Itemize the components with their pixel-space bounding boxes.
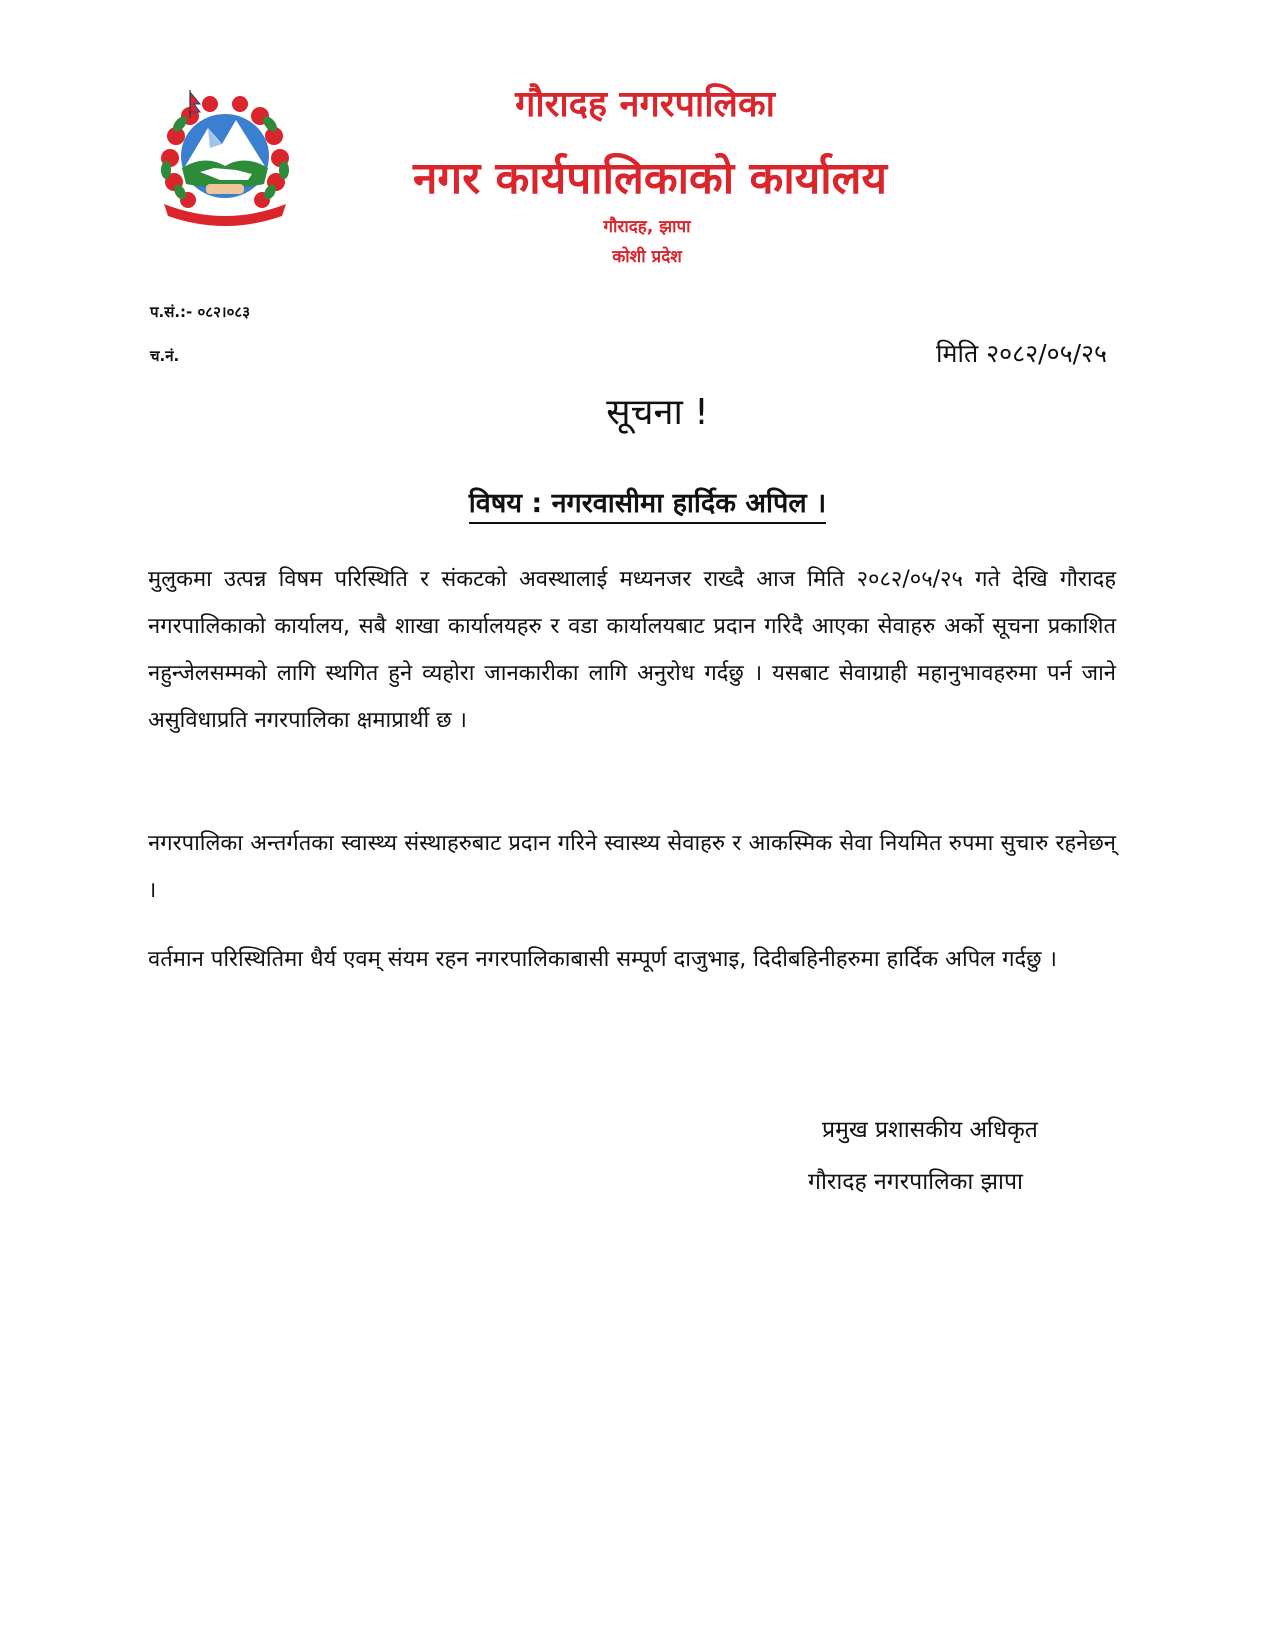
notice-subject-text: विषय : नगरवासीमा हार्दिक अपिल । <box>469 488 827 524</box>
notice-title: सूचना ! <box>606 392 709 433</box>
office-name: नगर कार्यपालिकाको कार्यालय <box>413 153 887 204</box>
province-name: कोशी प्रदेश <box>612 247 682 267</box>
nepal-emblem-icon <box>150 88 300 230</box>
notice-subject <box>0 483 1275 520</box>
signatory-designation: प्रमुख प्रशासकीय अधिकृत <box>822 1117 1038 1143</box>
dispatch-number: च.नं. <box>150 347 180 365</box>
office-address: गौरादह, झापा <box>603 217 691 237</box>
body-paragraph-1: मुलुकमा उत्पन्न विषम परिस्थिति र संकटको अवस्थालाई मध्यनजर राख्दै आज मिति २०८२/०५/२५ गते देखि गौरादह नगरपालिकाको कार्यालय, सबै शाखा कार्यालयहरु र वडा कार्यालयबाट प्रदान गरिदै आएका सेवाहरु अर्को सूचना प्रकाशित नहुन्जेलसम्मको लागि स्थगित हुने व्यहोरा जानकारीका लागि अनुरोध गर्दछु । यसबाट सेवाग्राही महानुभावहरुमा पर्न जाने असुविधाप्रति नगरपालिका क्षमाप्रार्थी छ । <box>148 567 1116 733</box>
letter-reference-number: प.सं.:- ०८२।०८३ <box>150 303 250 321</box>
body-paragraph-3: वर्तमान परिस्थितिमा धैर्य एवम् संयम रहन नगरपालिकाबासी सम्पूर्ण दाजुभाइ, दिदीबहिनीहरुमा हार्दिक अपिल गर्दछु । <box>148 947 1057 972</box>
municipality-name: गौरादह नगरपालिका <box>515 84 775 125</box>
notice-date: मिति २०८२/०५/२५ <box>936 339 1107 368</box>
signatory-office: गौरादह नगरपालिका झापा <box>808 1169 1023 1195</box>
body-paragraph-2: नगरपालिका अन्तर्गतका स्वास्थ्य संस्थाहरुबाट प्रदान गरिने स्वास्थ्य सेवाहरु र आकस्मिक सेवा नियमित रुपमा सुचारु रहनेछन् । <box>148 831 1116 903</box>
